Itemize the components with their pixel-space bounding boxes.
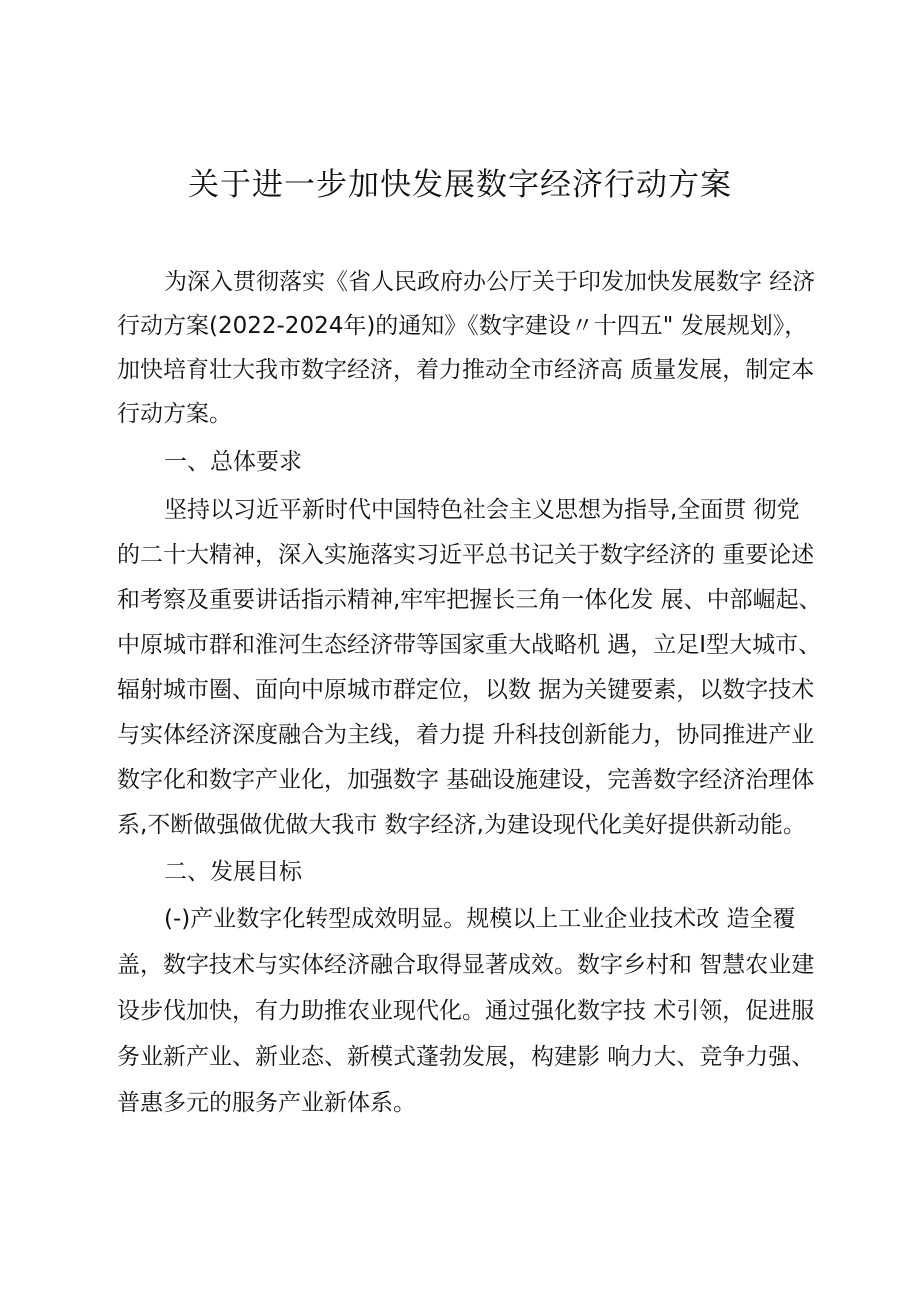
paragraph-line: 行动方案。	[117, 401, 232, 427]
paragraph-line: 务业新产业、新业态、新模式蓬勃发展，构建影 响力大、竞争力强、	[117, 1044, 815, 1070]
paragraph-line: 加快培育壮大我市数字经济，着力推动全市经济高 质量发展，制定本	[117, 357, 815, 383]
paragraph-line: 数字化和数字产业化，加强数字 基础设施建设，完善数字经济治理体	[117, 767, 815, 793]
paragraph-line: 系,不断做强做优做大我市 数字经济,为建设现代化美好提供新动能。	[117, 812, 806, 838]
section-heading-development-goals: 二、发展目标	[164, 859, 302, 885]
paragraph-line: 设步伐加快，有力助推农业现代化。通过强化数字技 术引领，促进服	[117, 998, 815, 1024]
paragraph-line: (-)产业数字化转型成效明显。规模以上工业企业技术改 造全覆	[164, 906, 796, 932]
paragraph-line: 行动方案(2022-2024年)的通知》《数字建设〃十四五" 发展规划》，	[117, 313, 808, 339]
paragraph-line: 与实体经济深度融合为主线，着力提 升科技创新能力，协同推进产业	[117, 722, 815, 748]
paragraph-line: 坚持以习近平新时代中国特色社会主义思想为指导,全面贯 彻党	[164, 497, 800, 523]
paragraph-line: 盖，数字技术与实体经济融合取得显著成效。数字乡村和 智慧农业建	[117, 952, 815, 978]
paragraph-line: 为深入贯彻落实《省人民政府办公厅关于印发加快发展数字 经济	[164, 269, 816, 295]
paragraph-line: 的二十大精神，深入实施落实习近平总书记关于数字经济的 重要论述	[117, 542, 815, 568]
paragraph-line: 和考察及重要讲话指示精神,牢牢把握长三角一体化发 展、中部崛起、	[117, 587, 822, 613]
paragraph-line: 辐射城市圈、面向中原城市群定位，以数 据为关键要素，以数字技术	[117, 677, 815, 703]
section-heading-general-requirements: 一、总体要求	[164, 449, 302, 475]
paragraph-line: 普惠多元的服务产业新体系。	[117, 1090, 416, 1116]
document-title: 关于进一步加快发展数字经济行动方案	[188, 167, 732, 203]
paragraph-line: 中原城市群和淮河生态经济带等国家重大战略机 遇，立足I型大城市、	[117, 632, 822, 658]
